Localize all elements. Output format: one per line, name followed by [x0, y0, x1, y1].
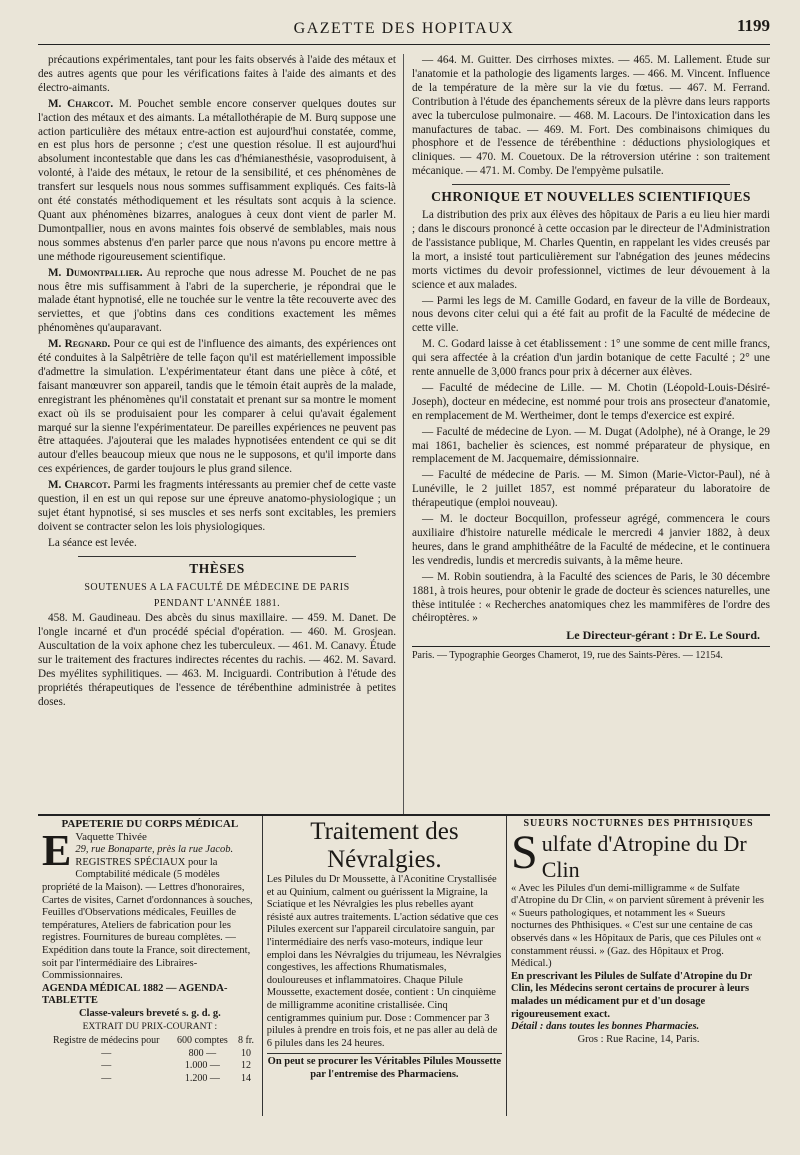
ad-quote: « Avec les Pilules d'un demi-milligramme « de Sulfate d'Atropine du Dr Clin, « on parvient sûrement à prévenir les « Sueurs pathologiques, et notamment les « Sueurs nocturnes des Phthisiques. « C'est sur une centaine de cas observés dans « les Hôpitaux de Paris, que ces Pilules ont « constamment réussi. » (Gaz. des Hôpitaux et Prog. Médical.)	[511, 882, 765, 970]
price-cell: —	[101, 1060, 112, 1072]
price-cell: —	[101, 1072, 112, 1084]
paragraph-text: M. Pouchet semble encore conserver quelques doutes sur l'action des métaux et des aimants. La métallothérapie de M. Burq suppose une action particulière des métaux entre-action est aujourd'hui constatée, comme, en est plus hors de personne ; c'est une question résolue. Il est aujourd'hui absolument incontestable que dans les cas d'hémianesthésie, vasoproduisent, à volonté, à l'aide des métaux, le retour de la sensibilité, et ces phénomènes de transfert sur lesquels nous nous sommes suffisamment expliqués. Ces faits-là ont été constatés méthodiquement et les résultats sont acquis à la science. Quant aux phénomènes bizarres, analogues à ceux dont vient de parler M. Dumontpallier, nous en avons maintes fois observé de semblables, mais nous nous sommes abstenus d'en parler parce que nous n'avons pu encore mettre à une méthode rigoureusement scientifique.	[38, 97, 396, 263]
speaker: M. Charcot.	[48, 97, 114, 110]
price-row	[42, 1048, 258, 1061]
theses-subheading-year: PENDANT L'ANNÉE 1881.	[153, 597, 281, 609]
ad-detail: Détail : dans toutes les bonnes Pharmacies.	[511, 1021, 700, 1033]
divider	[452, 184, 730, 185]
theses-subheading: SOUTENUES A LA FACULTÉ DE MÉDECINE DE PARIS	[84, 581, 350, 593]
price-cell: 600 comptes	[176, 1035, 228, 1047]
paragraph	[38, 98, 396, 265]
advertisements	[38, 814, 770, 1116]
news-item: — Parmi les legs de M. Camille Godard, en faveur de la ville de Bordeaux, nous devons citer celui qui a été fait au profit de la Faculté de médecine de cette ville.	[412, 294, 770, 335]
theses-list: 458. M. Gaudineau. Des abcès du sinus maxillaire. — 459. M. Danet. De l'ongle incarné et d'un procédé spécial d'opération. — 460. M. Grosjean. Auscultation de la voix aphone chez les tuberculeux. — 461. M. Canavy. Étude sur le traitement des fractures indirectes récentes du rachis. — 462. M. Savard. Des myélites syphilitiques. — 463. M. Inciguardi. Contribution à l'étude des propriétés thérapeutiques de l'essence de térébenthine administrée à petites doses.	[38, 612, 396, 708]
page-number: 1199	[736, 16, 770, 35]
drop-cap: S	[511, 825, 538, 879]
news-item: M. C. Godard laisse à cet établissement : 1° une somme de cent mille francs, qui sera affectée à la création d'un jardin botanique de cette Faculté ; 2° une rente annuelle de 3,000 francs pour prix à décerner aux élèves.	[412, 338, 770, 379]
price-cell: 10	[241, 1047, 251, 1059]
ad-nevralgies	[263, 816, 507, 1116]
theses-list-continued: — 464. M. Guitter. Des cirrhoses mixtes. — 465. M. Lallement. Étude sur l'anatomie et la pathologie des ligaments larges. — 466. M. Vincent. Influence de la température de la mère sur la vie du fœtus. — 467. M. Ferrand. Contribution à l'étude des épanchements séreux de la plèvre dans leurs rapports avec la tuberculose pulmonaire. — 468. M. Lacours. De l'intoxication dans les manufactures de tabac. — 469. M. Fort. Des combinaisons chimiques du phosphore et de l'essence de térébenthine : déductions physiologiques et cliniques. — 470. M. Couetoux. De la rétroversion utérine : son traitement mécanique. — 471. M. Comby. De l'empyème pulsatile.	[412, 54, 770, 178]
divider	[78, 556, 356, 557]
ad-sueurs	[507, 816, 770, 1116]
news-item: — M. le docteur Bocquillon, professeur agrégé, commencera le cours auxiliaire d'histoire naturelle médicale le mercredi 4 janvier 1882, à deux heures, dans le grand amphithéâtre de la Faculté de médecine, et le continuera les vendredis, lundis et mercredis suivants, à la même heure.	[412, 513, 770, 567]
speaker: M. Charcot.	[48, 479, 111, 492]
column-rule	[396, 54, 412, 814]
paragraph	[38, 267, 396, 337]
ad-agenda: AGENDA MÉDICAL 1882 — AGENDA-TABLETTE	[42, 982, 228, 1007]
chronique-heading: CHRONIQUE ET NOUVELLES SCIENTIFIQUES	[431, 189, 751, 205]
price-cell: 12	[241, 1060, 251, 1072]
price-cell: —	[101, 1047, 112, 1059]
price-cell: 1.200 —	[184, 1072, 220, 1084]
left-column	[38, 54, 396, 814]
price-cell: 1.000 —	[184, 1060, 220, 1072]
running-header	[38, 14, 770, 45]
paragraph	[38, 338, 396, 477]
news-item: La distribution des prix aux élèves des hôpitaux de Paris a eu lieu hier mardi ; dans le discours prononcé à cette occasion par le directeur de l'Administration de l'assistance publique, M. Charles Quentin, en rappelant les vides creusés par la mort, a insisté tout particulièrement sur l'abnégation des jeunes médecins morts victimes du devoir professionnel, victimes de leur dévouement à la science et aux malades.	[412, 209, 770, 291]
news-item: — Faculté de médecine de Paris. — M. Simon (Marie-Victor-Paul), né à Lunéville, le 2 juillet 1857, est nommé préparateur du laboratoire de thérapeutique (emploi nouveau).	[412, 469, 770, 510]
ad-title: PAPETERIE DU CORPS MÉDICAL	[61, 818, 239, 830]
ad-brevete: Classe-valeurs breveté s. g. d. g.	[78, 1007, 221, 1019]
news-item: — M. Robin soutiendra, à la Faculté des sciences de Paris, le 30 décembre 1881, à trois heures, pour obtenir le grade de docteur ès sciences naturelles, une thèse intitulée : « Recherches anatomiques chez les mammifères de l'ordre des chéiroptères. »	[412, 570, 770, 625]
price-cell: 800 —	[188, 1047, 217, 1059]
ad-product-name: ulfate d'Atropine du Dr Clin	[541, 830, 747, 882]
paragraph	[38, 479, 396, 535]
text-columns	[38, 54, 770, 814]
journal-title: GAZETTE DES HOPITAUX	[293, 20, 515, 37]
right-column	[412, 54, 770, 814]
gerant-signature: Le Directeur-gérant : Dr E. Le Sourd.	[566, 628, 760, 643]
price-title: EXTRAIT DU PRIX-COURANT :	[82, 1021, 218, 1032]
ad-brand	[42, 825, 258, 875]
price-table	[42, 1035, 258, 1085]
price-cell: 8 fr.	[237, 1035, 255, 1047]
ad-papeterie	[38, 816, 263, 1116]
printer-line: Paris. — Typographie Georges Chamerot, 19, rue des Saints-Pères. — 12154.	[412, 646, 770, 663]
drop-cap: E	[42, 825, 72, 875]
paragraph-text: Pour ce qui est de l'influence des aimants, des expériences ont été conduites à la Salpêtrière de telle façon qu'il est matériellement impossible d'admettre la simulation. L'expérimentateur étant dans une pièce à côté, et faisant manœuvrer son appareil, tandis que le témoin était auprès de la malade, enregistrant les phénomènes qu'il constatait et prenant sur sa montre le moment exact où ils se produisaient pour les comparer à celui qu'avait également marqué sur la sienne l'expérimentateur. De pareilles expériences ne peuvent pas être attaquées. J'ajouterai que les malades hypnotisées entendent ce qui se dit autour d'elles beaucoup mieux que nous ne le supposons, et qu'il importe dans ces expériences, de garder toujours le plus grand silence.	[38, 338, 396, 476]
ad-gros: Gros : Rue Racine, 14, Paris.	[577, 1033, 700, 1045]
paragraph-text: Au reproche que nous adresse M. Pouchet de ne pas nous être mis suffisamment à l'abri de la supercherie, je répondrai que le malade étant hypnotisé, elle ne touchée sur le ventre la tête recouverte avec des serviettes, et que j'obtins dans ces conditions exactement les mêmes phénomènes qu'auparavant.	[38, 266, 396, 335]
ad-title: Traitement des Névralgies.	[310, 818, 459, 873]
theses-heading: THÈSES	[189, 560, 245, 576]
price-row	[42, 1060, 258, 1073]
ad-title: SUEURS NOCTURNES DES PHTHISIQUES	[523, 818, 754, 829]
newspaper-page	[38, 14, 770, 1149]
speaker: M. Regnard.	[48, 338, 111, 351]
price-row	[42, 1073, 258, 1086]
speaker: M. Dumontpallier.	[48, 266, 143, 279]
ad-product	[511, 825, 766, 883]
news-item: — Faculté de médecine de Lyon. — M. Dugat (Adolphe), né à Orange, le 29 mai 1861, bachelier ès sciences, est nommé préparateur de physique, en remplacement de M. Jacquemaire, démissionnaire.	[412, 425, 770, 466]
price-cell: 14	[241, 1072, 251, 1084]
news-item: — Faculté de médecine de Lille. — M. Chotin (Léopold-Louis-Désiré-Joseph), docteur en médecine, est nommé pour trois ans prosecteur d'anatomie, en remplacement de M. Wertheimer, dont le temps d'exercice est expiré.	[412, 381, 770, 422]
ad-body: En prescrivant les Pilules de Sulfate d'Atropine du Dr Clin, les Médecins seront certains de procurer à leurs malades un médicament pur et d'un dosage rigoureusement exact.	[511, 970, 752, 1020]
ad-brand-name: Vaquette Thivée	[75, 830, 147, 843]
paragraph: précautions expérimentales, tant pour les faits observés à l'aide des métaux et des autres agents que pour les vérifications faites à l'aide des aimants et des électro-aimants.	[38, 54, 396, 94]
session-closed: La séance est levée.	[48, 536, 137, 549]
price-row	[42, 1035, 258, 1048]
ad-body: REGISTRES SPÉCIAUX pour la Comptabilité médicale (5 modèles propriété de la Maison). — Lettres d'honoraires, Cartes de visites, Carnet d'ordonnances à souches, Feuilles d'Observations médicales, Feuilles de températures, Ateliers de fabrication pour les registres. Fournitures de bureau complètes. — Expédition dans toute la France, soit directement, soit par l'intermédiaire des Libraires-Commissionnaires.	[42, 856, 253, 982]
ad-address: 29, rue Bonaparte, près la rue Jacob.	[75, 844, 234, 856]
ad-body: Les Pilules du Dr Moussette, à l'Aconitine Crystallisée et au Quinium, calment ou guérissent la Migraine, la Sciatique et les Névralgies les plus rebelles ayant résisté aux autres traitements. L'action sédative que ces Pilules exercent sur l'appareil circulatoire sanguin, par l'intermédiaire des nerfs vaso-moteurs, indique leur emploi dans les Névralgies du trijumeau, les Névralgies congestives, les affections Rhumatismales, douloureuses et inflammatoires. Chaque Pilule Moussette, exactement dosée, contient : Un cinquième de milligramme aconitine cristallisée. Cinq centigrammes quinium pur. Dose : Commencer par 3 pilules à prendre en trois fois, et ne pas aller au delà de 6 pilules dans les 24 heures.	[266, 874, 502, 1049]
ad-footer: On peut se procurer les Véritables Pilules Moussette par l'entremise des Pharmaciens.	[267, 1053, 502, 1081]
price-cell: Registre de médecins pour	[53, 1035, 160, 1047]
paragraph-text: Parmi les fragments intéressants au premier chef de cette vaste question, il en est un qui repose sur une épreuve anatomo-physiologique ; un sujet étant hypnotisé, si ses muscles et ses nerfs sont excitables, les premiers doivent se contracter selon les lois physiologiques.	[38, 479, 396, 533]
